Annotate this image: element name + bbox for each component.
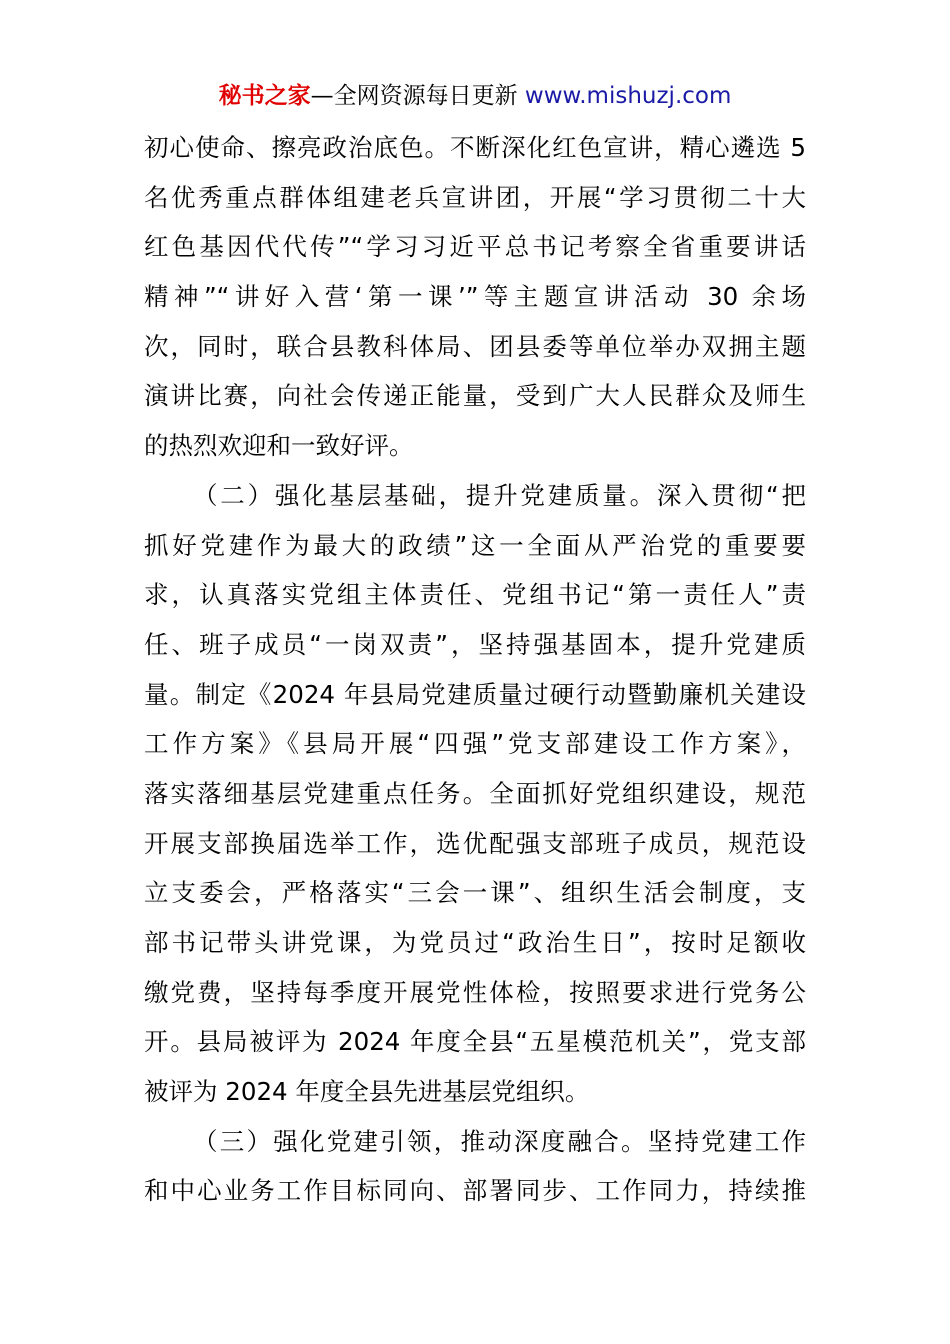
text-line: 红色基因代代传”“学习习近平总书记考察全省重要讲话 [144, 232, 806, 262]
text-line: 次，同时，联合县教科体局、团县委等单位举办双拥主题 [144, 331, 806, 361]
text-line: 立支委会，严格落实“三会一课”、组织生活会制度，支 [144, 878, 806, 908]
text-line: 的热烈欢迎和一致好评。 [144, 431, 414, 461]
text-line: 抓好党建作为最大的政绩”这一全面从严治党的重要要 [144, 530, 806, 560]
site-tagline: —全网资源每日更新 [310, 83, 518, 109]
text-line: 初心使命、擦亮政治底色。不断深化红色宣讲，精心遴选 5 [144, 133, 806, 162]
text-line: 和中心业务工作目标同向、部署同步、工作同力，持续推 [144, 1176, 806, 1206]
text-line: 工作方案》《县局开展“四强”党支部建设工作方案》， [144, 729, 806, 759]
text-line: 名优秀重点群体组建老兵宣讲团，开展“学习贯彻二十大 [144, 182, 806, 212]
site-url: www.mishuzj.com [524, 83, 732, 109]
text-line: 部书记带头讲党课，为党员过“政治生日”，按时足额收 [144, 928, 806, 957]
text-line: 求，认真落实党组主体责任、党组书记“第一责任人”责 [144, 580, 806, 610]
text-line: 落实落细基层党建重点任务。全面抓好党组织建设，规范 [144, 778, 806, 808]
text-line: 缴党费，坚持每季度开展党性体检，按照要求进行党务公 [144, 977, 806, 1007]
text-line: 开展支部换届选举工作，选优配强支部班子成员，规范设 [144, 828, 806, 858]
text-line: 量。制定《2024 年县局党建质量过硬行动暨勤廉机关建设 [144, 679, 806, 709]
text-line: 被评为 2024 年度全县先进基层党组织。 [144, 1077, 590, 1107]
watermark-header [0, 80, 950, 112]
text-line: 精神”“讲好入营‘第一课’”等主题宣讲活动 30 余场 [144, 282, 806, 312]
text-line: 开。县局被评为 2024 年度全县“五星模范机关”，党支部 [144, 1027, 806, 1057]
paragraph-heading-line: （二）强化基层基础，提升党建质量。深入贯彻“把 [193, 480, 806, 510]
text-line: 演讲比赛，向社会传递正能量，受到广大人民群众及师生 [144, 381, 806, 411]
document-body [144, 123, 806, 1216]
paragraph-heading-line: （三）强化党建引领，推动深度融合。坚持党建工作 [193, 1126, 806, 1156]
text-line: 任、班子成员“一岗双责”，坚持强基固本，提升党建质 [144, 629, 806, 659]
site-brand: 秘书之家 [218, 83, 311, 109]
